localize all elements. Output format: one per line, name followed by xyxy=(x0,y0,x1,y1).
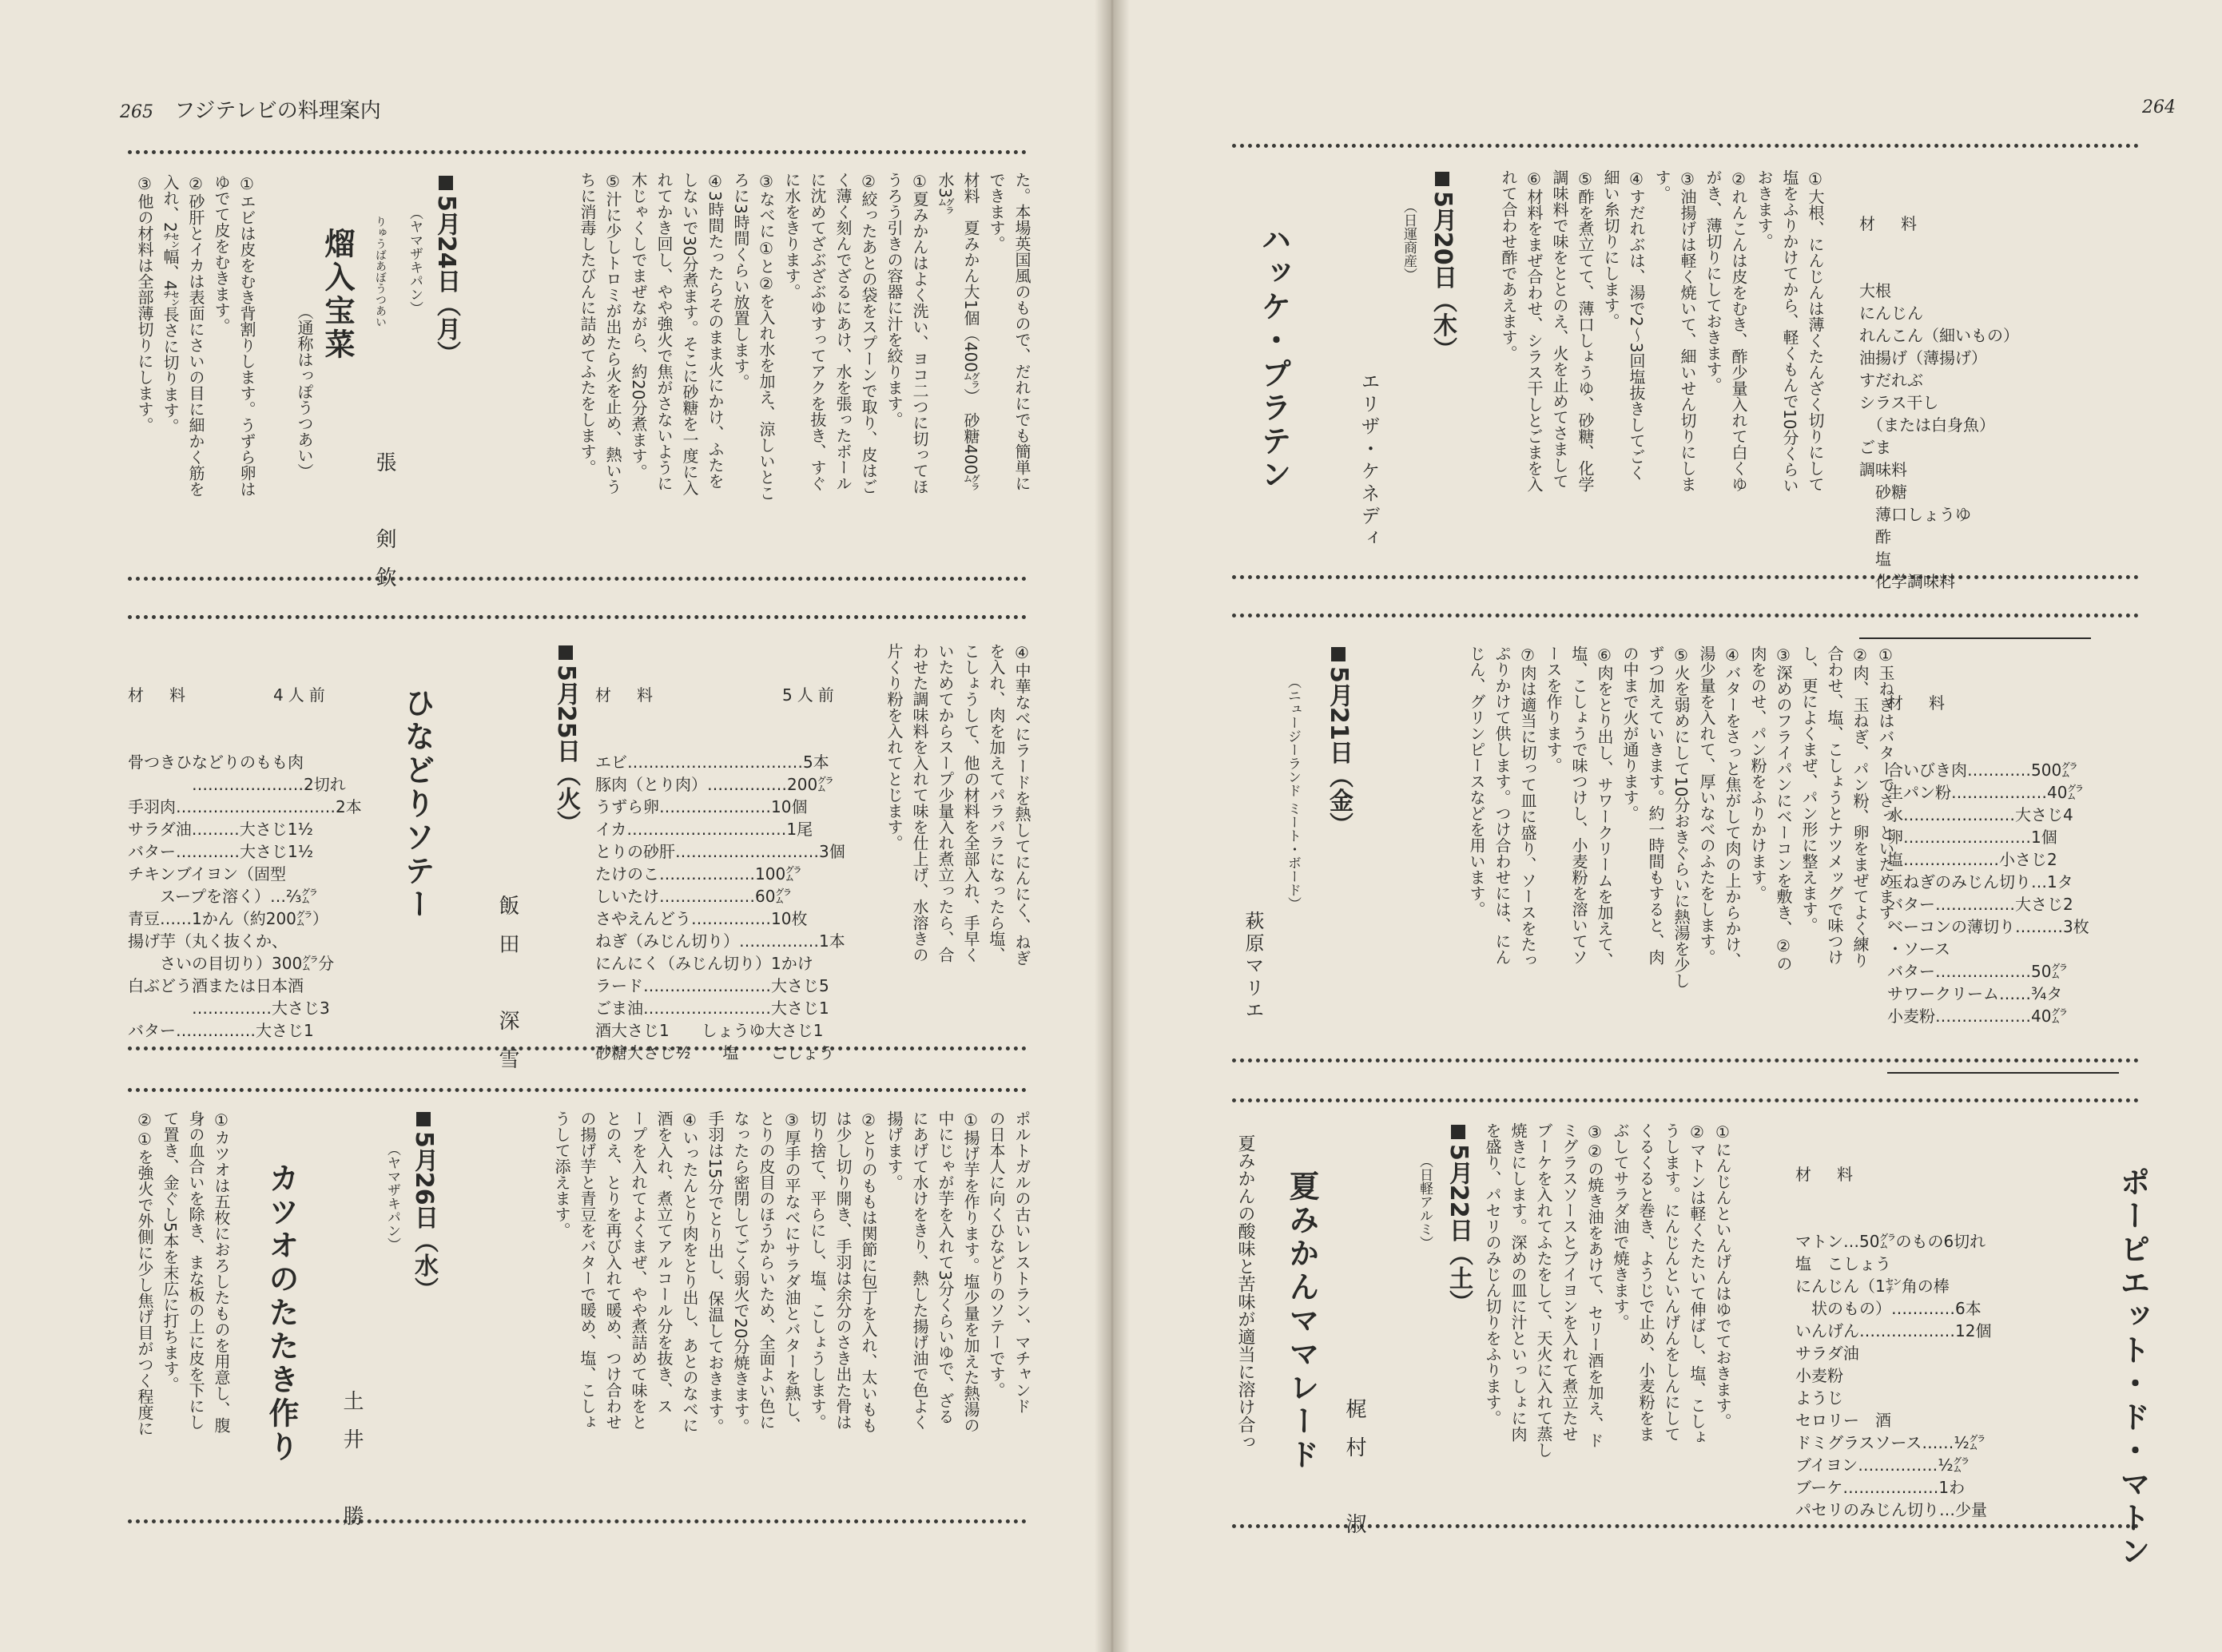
ingredient-item: 合いびき肉…………500㌘ xyxy=(1887,760,2078,780)
ingredient-item: ブーケ………………1わ xyxy=(1795,1478,1966,1497)
title-reading: りゅうばあぼうつあい xyxy=(374,216,387,328)
ingredient-item: （または白身魚） xyxy=(1859,415,1995,435)
text-line: ①エビは皮をむき背割りします。うずら卵は xyxy=(237,174,256,497)
ingredients-header: 材 料 xyxy=(1859,214,1922,233)
ingredient-item: 揚げ芋（丸く抜くか、 xyxy=(128,931,288,951)
title-may22: ポーピエット・ド・マトン xyxy=(2115,1166,2150,1569)
ingredient-item: 塩 こしょう xyxy=(1795,1254,1891,1273)
text-line: は少し切り開き、手羽は余分のさき出た骨は xyxy=(833,1110,853,1430)
ingredient-item: とりの砂肝………………………3個 xyxy=(595,842,845,861)
text-line: ポルトガルの古いレストラン、マチャンド xyxy=(1012,1110,1032,1414)
ingredient-item: パセリのみじん切り…少量 xyxy=(1795,1500,1987,1519)
text-line: 塩をふりかけてから、軽くもんで10分くらい xyxy=(1780,169,1799,494)
text-line: 身の血合いを除き、まな板の上に皮を下にし xyxy=(186,1110,205,1430)
ingredient-item: バター……………大さじ1 xyxy=(128,1021,314,1040)
text-line: た。本場英国風のもので、だれにでも簡単に xyxy=(1012,172,1032,491)
marmalade-intro: 夏みかんの酸味と苦味が適当に溶け合っ xyxy=(1235,1134,1255,1451)
ingredient-item: 水…………………大さじ4 xyxy=(1887,805,2073,824)
ingredient-item: たけのこ………………100㌘ xyxy=(595,864,802,884)
text-line: ②マトンは軽くたたいて伸ばし、塩、こしょ xyxy=(1687,1122,1707,1445)
text-line: おきます。 xyxy=(1755,169,1774,249)
ingredient-item: 状のもの）…………6本 xyxy=(1795,1299,1982,1318)
text-line: ①大根、にんじんは薄くたんざく切りにして xyxy=(1806,169,1825,492)
text-line: ②とりのももは関節に包丁を入れ、太いもも xyxy=(859,1110,878,1433)
title-may25: ひなどりソテー xyxy=(399,687,435,922)
text-line: ②①を強火で外側に少し焦げ目がつく程度に xyxy=(135,1110,154,1436)
ingredient-item: ベーコンの薄切り………3枚 xyxy=(1887,917,2089,936)
text-line: に沈めてざぶざぶゆすってアクを抜き、すぐ xyxy=(808,172,827,491)
ingredient-item: にんにく（みじん切り）1かけ xyxy=(595,954,813,973)
title-may20: ハッケ・プラテン xyxy=(1256,224,1291,492)
divider xyxy=(1232,1098,2139,1102)
text-line: ずつ加えていきます。約一時間もすると、肉 xyxy=(1646,645,1665,965)
text-line: ②絞ったあとの袋をスプーンで取り、皮はご xyxy=(859,172,878,494)
text-line: ④3時間たったらそのまま火にかけ、ふたを xyxy=(706,172,725,489)
text-line: 細い糸切りにします。 xyxy=(1601,169,1620,329)
ingredient-item: 調味料 xyxy=(1859,460,1907,479)
right-page xyxy=(1112,0,2222,1652)
text-line: ③深めのフライパンにベーコンを敷き、②の xyxy=(1774,645,1793,971)
ingredient-item: 薄口しょうゆ xyxy=(1859,505,1971,524)
text-line: 片くり粉を入れてとじます。 xyxy=(884,643,904,851)
ingredient-item: ラード……………………大さじ5 xyxy=(595,976,829,995)
text-line: ⑥材料をまぜ合わせ、シラス干しとごまを入 xyxy=(1524,169,1544,492)
text-line: 焼きにします。深めの皿に汁といっしょに肉 xyxy=(1508,1122,1528,1442)
right-page-header xyxy=(2142,94,2190,118)
ingredients-may25-a xyxy=(128,639,368,1086)
ingredient-item: 白ぶどう酒または日本酒 xyxy=(128,976,304,995)
steps-may20 xyxy=(1496,169,1828,493)
text-line: ②砂肝とイカは表面にさいの目に細かく筋を xyxy=(186,174,205,497)
ingredient-item: 小麦粉 xyxy=(1795,1366,1843,1385)
ingredient-item: ・ソース xyxy=(1887,939,1950,959)
date-may20: 5月20日（木） xyxy=(1428,172,1457,361)
steps-may22 xyxy=(1480,1122,1735,1458)
ingredient-item: にんじん xyxy=(1859,304,1923,323)
text-line: ぷりかけて供します。つけ合わせには、にん xyxy=(1493,645,1512,965)
text-line: ⑦肉は適当に切って皿に盛り、ソースをたっ xyxy=(1518,645,1537,968)
ingredient-item: ねぎ（みじん切り）……………1本 xyxy=(595,931,845,951)
ingredient-item: チキンブイヨン（固型 xyxy=(128,864,286,884)
text-line: しないで30分煮ます。そこに砂糖を一度に入 xyxy=(680,172,699,496)
text-line: れてかき回し、やや強火で焦がさないように xyxy=(654,172,674,491)
ingredient-item: さやえんどう……………10枚 xyxy=(595,909,808,928)
author-may22: 梶村 淑 xyxy=(1342,1398,1366,1551)
text-line: とりの皮目のほうからいため、全面よい色に xyxy=(757,1110,776,1430)
text-line: す。 xyxy=(1652,169,1671,201)
text-line: ①にんじんといんげんはゆでておきます。 xyxy=(1713,1122,1732,1429)
ingredient-list xyxy=(128,751,368,1042)
ingredient-item: マトン…50㌘のもの6切れ xyxy=(1795,1232,1986,1251)
ingredients-header: 材 料 5人前 xyxy=(595,685,839,705)
text-line: ちに消毒したびんに詰めてふたをします。 xyxy=(578,172,597,475)
text-line: ④バターをさっと焦がして肉の上からかけ、 xyxy=(1723,645,1742,968)
ingredient-item: セロリー 酒 xyxy=(1795,1411,1891,1430)
sponsor-may22: （日軽アルミ） xyxy=(1417,1154,1433,1249)
steps-may21 xyxy=(1464,645,1898,988)
steps-may25 xyxy=(881,643,1035,966)
text-line: 揚げます。 xyxy=(884,1110,904,1190)
ingredient-item: ドミグラスソース……½㌘ xyxy=(1795,1433,1985,1452)
text-line: ③他の材料は全部薄切りにします。 xyxy=(135,174,154,433)
sponsor-may20: （日運商産） xyxy=(1401,200,1417,281)
text-line: いためてからスープ少量入れ煮立ったら、合 xyxy=(936,643,955,963)
ingredient-item: 油揚げ（薄揚げ） xyxy=(1859,348,1987,367)
ingredient-item: 手羽肉…………………………2本 xyxy=(128,797,362,816)
ingredients-header: 材 料 4人前 xyxy=(128,685,330,705)
text-line: ースを作ります。 xyxy=(1544,645,1563,773)
page-number: 264 xyxy=(2142,97,2176,117)
ingredient-item: サラダ油………大さじ1½ xyxy=(128,820,313,839)
ingredient-item: 豚肉（とり肉）……………200㌘ xyxy=(595,775,834,794)
ingredient-item: にんじん（1㌢角の棒 xyxy=(1795,1277,1950,1296)
text-line: ゆでて皮をむきます。 xyxy=(212,174,231,334)
ingredients-may22 xyxy=(1795,1118,2043,1566)
text-line: 中にじゃが芋を入れて3分くらいゆで、ざる xyxy=(936,1110,955,1424)
text-line: ④いったんとり肉をとり出し、あとのなべに xyxy=(680,1110,699,1433)
ingredient-item: 青豆……1かん（約200㌘） xyxy=(128,909,328,928)
author-may20: エリザ・ケネディ xyxy=(1357,371,1380,550)
ingredient-item: …………………2切れ xyxy=(128,775,346,794)
ingredient-item: ごま xyxy=(1859,438,1891,457)
ingredient-list xyxy=(1859,280,2091,593)
text-line: に水をきります。 xyxy=(782,172,801,300)
text-line: ブーケを入れてふたをして、天火に入れて蒸し xyxy=(1534,1122,1553,1458)
text-line: の揚げ芋と青豆をバターで暖め、塩、こしょ xyxy=(578,1110,597,1430)
text-line: 合わせ、塩、こしょうとナツメッグで味つけ xyxy=(1825,645,1844,965)
text-line: 湯少量を入れて、厚いなべのふたをします。 xyxy=(1697,645,1716,965)
ingredient-item: 化学調味料 xyxy=(1859,572,1955,591)
divider xyxy=(128,615,1027,619)
date-may25: 5月25日（火） xyxy=(551,645,580,835)
text-line: ④すだれぶは、湯で2〜3回塩抜きしてごく xyxy=(1627,169,1646,481)
ingredient-item: ごま油……………………大さじ1 xyxy=(595,999,829,1018)
text-line: を入れ、肉を加えてパラパラになったら塩、 xyxy=(987,643,1006,963)
text-line: ⑤酢を煮立てて、薄口しょうゆ、砂糖、化学 xyxy=(1576,169,1595,492)
text-line: ③②の焼き油をあけて、セリー酒を加え、ド xyxy=(1585,1122,1604,1448)
text-line: ③なべに①と②を入れ水を加え、涼しいとこ xyxy=(757,172,776,501)
ingredient-list xyxy=(1887,759,2119,1027)
ingredient-item: しいたけ………………60㌘ xyxy=(595,887,792,906)
text-line: ①玉ねぎはバターでさっといためます。 xyxy=(1876,645,1895,936)
text-line: がき、薄切りにしておきます。 xyxy=(1703,169,1723,393)
text-line: ぶしてサラダ油で焼きます。 xyxy=(1611,1122,1630,1330)
sponsor-may26: （ヤマザキパン） xyxy=(384,1142,400,1251)
page-number: 265 xyxy=(120,102,153,122)
author-may26: 土井 勝 xyxy=(340,1390,364,1543)
text-line: ①夏みかんはよく洗い、ヨコ二つに切ってほ xyxy=(910,172,929,494)
text-line: ミグラスソースとブイヨンを入れて煮立たせ xyxy=(1560,1122,1579,1442)
sponsor-may24: （ヤマザキパン） xyxy=(407,206,423,315)
ingredient-item: 卵……………………1個 xyxy=(1887,828,2057,847)
ingredient-item: バター…………大さじ1½ xyxy=(128,842,314,861)
text-line: 調味料で味をととのえ、火を止めてさまして xyxy=(1550,169,1569,489)
book-spine xyxy=(1095,0,1130,1652)
date-may24: 5月24日（月） xyxy=(431,176,460,365)
subtitle-may24: （通称はっぽうつあい） xyxy=(295,304,314,479)
ingredient-item: すだれぶ xyxy=(1859,371,1923,390)
ingredients-may20 xyxy=(1859,168,2091,639)
text-line: わせた調味料を入れて味を仕上げ、水溶きの xyxy=(910,643,929,963)
ingredient-item: 砂糖 xyxy=(1859,482,1907,502)
ingredient-list xyxy=(1795,1230,2043,1521)
ingredient-item: バター………………50㌘ xyxy=(1887,962,2068,981)
divider xyxy=(1232,144,2139,148)
ingredient-item: 酢 xyxy=(1859,527,1891,546)
divider xyxy=(128,577,1027,581)
text-line: 材料 夏みかん大1個（400㌘） 砂糖400㌘ xyxy=(961,172,980,491)
date-may21: 5月21日（金） xyxy=(1324,647,1353,836)
text-line: て置き、金ぐし5本を末広に打ちます。 xyxy=(161,1110,180,1392)
marmalade-continued xyxy=(574,172,1035,501)
sponsor-may21: （ニュージーランド ミート・ボード） xyxy=(1285,675,1301,911)
text-line: 塩、こしょうで味つけし、小麦粉を溶いてソ xyxy=(1569,645,1588,965)
ingredients-header: 材 料 xyxy=(1795,1165,1858,1184)
author-may24: 張 剣欽 xyxy=(372,451,396,605)
text-line: ①揚げ芋を作ります。塩少量を加えた熱湯の xyxy=(961,1110,980,1433)
running-title: フジテレビの料理案内 xyxy=(174,99,381,123)
text-line: の日本人に向くひなどりのソテーです。 xyxy=(987,1110,1006,1398)
author-may25: 飯田 深雪 xyxy=(495,895,519,1086)
ingredient-list xyxy=(595,751,851,1064)
text-line: ①カツオは五枚におろしたものを用意し、腹 xyxy=(212,1110,231,1433)
text-line: にあげて水けをきり、熱した揚げ油で色よく xyxy=(910,1110,929,1430)
ingredient-item: 骨つきひなどりのもも肉 xyxy=(128,753,304,772)
text-line: ③厚手の平なべにサラダ油とバターを熱し、 xyxy=(782,1110,801,1433)
text-line: ③油揚げは軽く焼いて、細いせん切りにしま xyxy=(1678,169,1697,492)
ingredient-item: 生パン粉………………40㌘ xyxy=(1887,783,2084,802)
text-line: れて合わせ酢であえます。 xyxy=(1499,169,1518,361)
ingredient-item: サワークリーム……¾タ xyxy=(1887,984,2063,1003)
left-page-header xyxy=(120,94,381,124)
text-line: 酒を入れ、煮立てアルコール分を抜き、ス xyxy=(654,1110,674,1414)
ingredient-item: れんこん（細いもの） xyxy=(1859,326,2019,345)
ingredients-header: 材 料 xyxy=(1887,693,1950,713)
text-line: 手羽は15分でとり出し、保温しておきます。 xyxy=(706,1110,725,1435)
steps-may26 xyxy=(132,1110,234,1436)
title-marmalade: 夏みかんママレード xyxy=(1284,1170,1319,1472)
ingredient-item: エビ……………………………5本 xyxy=(595,753,829,772)
divider xyxy=(128,1088,1027,1092)
ingredient-item: 大根 xyxy=(1859,281,1891,300)
ingredient-item: 玉ねぎのみじん切り…1タ xyxy=(1887,872,2073,892)
ingredient-item: バター……………大さじ2 xyxy=(1887,895,2073,914)
steps-may24 xyxy=(132,174,260,497)
text-line: できます。 xyxy=(987,172,1006,252)
text-line: の中まで火が通ります。 xyxy=(1620,645,1640,821)
text-line: ②れんこんは皮をむき、酢少量入れて白くゆ xyxy=(1729,169,1748,492)
ingredient-item: イカ…………………………1尾 xyxy=(595,820,813,839)
text-line: ⑤火を弱めにして10分おきぐらいに熱湯を少し xyxy=(1671,645,1691,989)
text-line: くるくると巻き、ようじで止め、小麦粉をま xyxy=(1636,1122,1656,1442)
text-line: ⑤汁に少しトロミが出たら火を止め、熱いう xyxy=(603,172,622,494)
title-may24: 熘入宝菜 xyxy=(320,228,355,362)
text-line: なったら密閉してごく弱火で20分焼きます。 xyxy=(731,1110,750,1435)
text-line: 水3㌘ xyxy=(936,172,955,214)
text-line: を盛り、パセリのみじん切りをふります。 xyxy=(1483,1122,1502,1426)
date-may26: 5月26日（水） xyxy=(409,1112,438,1301)
ingredient-item: ……………大さじ3 xyxy=(128,999,330,1018)
steps-poulet xyxy=(549,1110,1035,1434)
text-line: し、更によくまぜ、パン形に整えます。 xyxy=(1799,645,1819,933)
title-may26: カツオのたたき作り xyxy=(264,1162,299,1464)
text-line: とのえ、とりを再び入れて暖め、つけ合わせ xyxy=(603,1110,622,1430)
ingredient-item: うずら卵…………………10個 xyxy=(595,797,808,816)
divider xyxy=(128,150,1027,154)
ingredient-item: いんげん………………12個 xyxy=(1795,1321,1992,1340)
text-line: こしょうして、他の材料を全部入れ、手早く xyxy=(961,643,980,963)
ingredients-may21 xyxy=(1887,647,2119,1074)
ingredient-item: シラス干し xyxy=(1859,393,1939,412)
ingredients-may25-b xyxy=(595,639,851,1109)
ingredient-item: サラダ油 xyxy=(1795,1344,1859,1363)
date-may22: 5月22日（土） xyxy=(1444,1125,1473,1314)
text-line: うします。にんじんといんげんをしんにして xyxy=(1662,1122,1681,1442)
text-line: ④中華なべにラードを熱してにんにく、ねぎ xyxy=(1012,643,1032,966)
text-line: 肉をのせ、パン粉をふりかけます。 xyxy=(1748,645,1767,901)
ingredient-item: 塩………………小さじ2 xyxy=(1887,850,2057,869)
author-may21: 萩原マリエ xyxy=(1242,911,1264,1023)
text-line: うろう引きの容器に汁を絞ります。 xyxy=(884,172,904,427)
text-line: 木じゃくしでまぜながら、約20分煮ます。 xyxy=(629,172,648,480)
ingredient-item: 砂糖大さじ½ 塩 こしょう xyxy=(595,1043,835,1062)
text-line: じん、グリンピースなどを用います。 xyxy=(1467,645,1486,917)
ingredient-item: スープを溶く）…⅔㌘ xyxy=(128,887,318,906)
ingredient-item: 小麦粉………………40㌘ xyxy=(1887,1007,2068,1026)
text-line: 入れ、2㌢幅、4㌢長さに切ります。 xyxy=(161,174,180,435)
ingredient-item: さいの目切り）300㌘分 xyxy=(128,954,335,973)
ingredient-item: 塩 xyxy=(1859,550,1891,569)
text-line: うして添えます。 xyxy=(552,1110,571,1238)
text-line: く薄く刻んでざるにあけ、水を張ったボール xyxy=(833,172,853,491)
text-line: ープを入れてよくまぜ、やや煮詰めて味をと xyxy=(629,1110,648,1430)
ingredient-item: ブイヨン……………½㌘ xyxy=(1795,1455,1970,1475)
text-line: ②肉、玉ねぎ、パン粉、卵をまぜてよく練り xyxy=(1850,645,1870,968)
divider xyxy=(128,1519,1027,1523)
text-line: 切り捨て、平らにし、塩、こしょうします。 xyxy=(808,1110,827,1430)
ingredient-item: 酒大さじ1 しょうゆ大さじ1 xyxy=(595,1021,824,1040)
text-line: ⑥肉をとり出し、サワークリームを加えて、 xyxy=(1595,645,1614,968)
ingredient-item: ようじ xyxy=(1795,1388,1843,1408)
text-line: ろに3時間くらい放置します。 xyxy=(731,172,750,390)
